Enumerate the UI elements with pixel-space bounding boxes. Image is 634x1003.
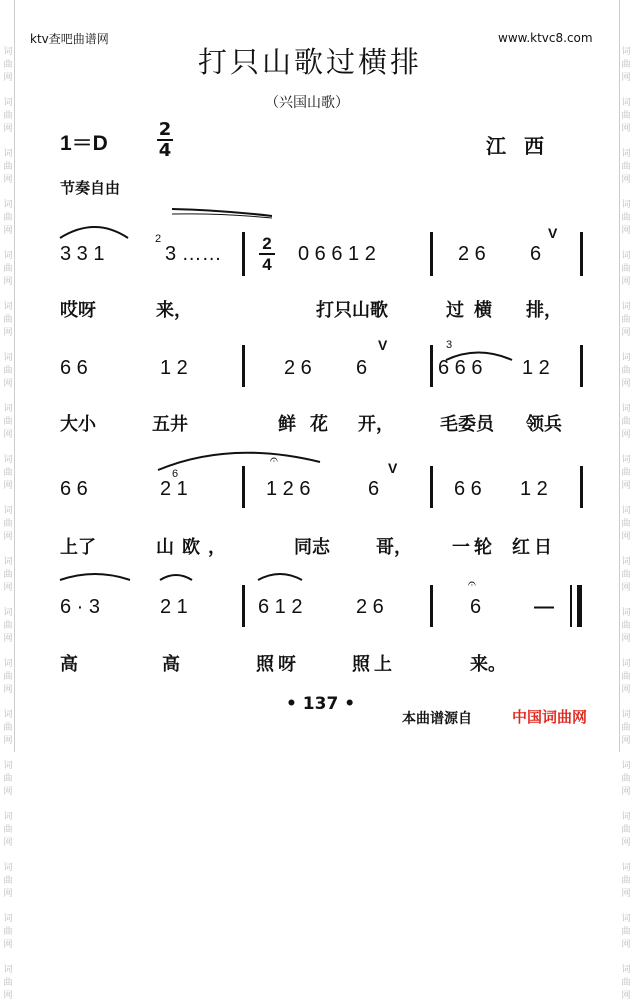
watermark-char: 曲: [3, 162, 13, 172]
watermark-char: 词: [621, 98, 631, 108]
final-barline-thick: [577, 585, 582, 627]
watermark-char: 曲: [3, 621, 13, 631]
lyric: 来，: [156, 300, 192, 321]
measure-notes: 1 2: [160, 357, 188, 379]
watermark-char: 词: [621, 659, 631, 669]
barline: [242, 466, 245, 508]
lyric: 红日: [512, 537, 556, 558]
watermark-char: 网: [621, 940, 631, 950]
watermark-char: 曲: [3, 774, 13, 784]
watermark-char: 网: [621, 328, 631, 338]
slur: [258, 574, 302, 580]
watermark-char: 曲: [621, 162, 631, 172]
watermark-char: 曲: [3, 723, 13, 733]
measure-notes: 3 3 1: [60, 243, 105, 265]
watermark-group: [620, 862, 632, 901]
breath-mark: V: [388, 460, 398, 476]
watermark-char: 网: [621, 430, 631, 440]
grace-note: 2: [155, 233, 162, 245]
source-credit: 本曲谱源自: [402, 711, 472, 727]
watermark-char: 词: [621, 557, 631, 567]
watermark-char: 曲: [621, 111, 631, 121]
watermark-char: 词: [3, 608, 13, 618]
time-sig-bottom: 4: [262, 255, 272, 274]
lyric: 哥，: [376, 537, 412, 558]
measure-notes: 6 6: [60, 357, 88, 379]
watermark-char: 网: [3, 634, 13, 644]
watermark-char: 网: [621, 379, 631, 389]
watermark-char: 词: [621, 302, 631, 312]
watermark-char: 词: [621, 761, 631, 771]
slur: [160, 575, 192, 580]
watermark-char: 网: [3, 532, 13, 542]
measure-notes: 6: [356, 357, 368, 379]
barline: [242, 585, 245, 627]
lyric: 排，: [526, 300, 562, 321]
watermark-char: 曲: [621, 621, 631, 631]
watermark-char: 网: [3, 379, 13, 389]
key-signature: 1＝D: [60, 132, 108, 155]
sustain-dash: —: [534, 596, 554, 618]
watermark-char: 网: [621, 787, 631, 797]
watermark-char: 网: [621, 991, 631, 1001]
measure-notes: 3 ……: [165, 243, 222, 265]
watermark-char: 曲: [621, 366, 631, 376]
slur: [158, 453, 320, 470]
inline-time-signature: [258, 235, 276, 273]
lyric: 大小: [60, 414, 96, 435]
measure-notes: 1 2: [520, 478, 548, 500]
watermark-group: [620, 913, 632, 952]
watermark-char: 曲: [621, 213, 631, 223]
lyric: 山欧，: [156, 537, 234, 558]
watermark-char: 曲: [621, 774, 631, 784]
watermark-char: 曲: [621, 315, 631, 325]
watermark-char: 词: [621, 506, 631, 516]
measure-notes: 6: [530, 243, 542, 265]
watermark-char: 网: [3, 124, 13, 134]
watermark-char: 词: [621, 251, 631, 261]
watermark-char: 网: [3, 685, 13, 695]
measure-notes: 6 1 2: [258, 596, 303, 618]
time-sig-top: 2: [262, 234, 272, 253]
final-barline-thin: [570, 585, 572, 627]
barline: [430, 232, 433, 276]
watermark-char: 网: [3, 175, 13, 185]
measure-notes: 6 6: [454, 478, 482, 500]
watermark-char: 词: [621, 455, 631, 465]
watermark-char: 曲: [621, 570, 631, 580]
lyric: 开，: [358, 414, 394, 435]
watermark-char: 曲: [621, 417, 631, 427]
watermark-char: 词: [621, 863, 631, 873]
watermark-char: 网: [621, 532, 631, 542]
watermark-char: 网: [3, 277, 13, 287]
grace-note: 6: [172, 468, 179, 480]
watermark-char: 网: [621, 73, 631, 83]
slur: [60, 574, 130, 580]
watermark-char: 曲: [621, 978, 631, 988]
watermark-char: 曲: [621, 927, 631, 937]
watermark-char: 曲: [3, 60, 13, 70]
measure-notes: 6 6 6: [438, 357, 483, 379]
lyric: 鲜花: [278, 414, 342, 435]
watermark-char: 词: [3, 965, 13, 975]
lyric: 照上: [352, 654, 396, 675]
fermata-icon: 𝄐: [270, 452, 278, 468]
watermark-group: [620, 760, 632, 799]
watermark-char: 曲: [621, 60, 631, 70]
barline: [580, 466, 583, 508]
watermark-char: 词: [3, 863, 13, 873]
watermark-char: 曲: [3, 570, 13, 580]
breath-mark: V: [548, 225, 558, 241]
barline: [580, 232, 583, 276]
watermark-char: 词: [3, 98, 13, 108]
watermark-char: 词: [621, 47, 631, 57]
watermark-char: 曲: [621, 825, 631, 835]
watermark-char: 词: [621, 812, 631, 822]
watermark-char: 网: [621, 124, 631, 134]
watermark-char: 网: [621, 889, 631, 899]
watermark-char: 曲: [3, 978, 13, 988]
watermark-char: 词: [621, 149, 631, 159]
watermark-char: 词: [621, 965, 631, 975]
watermark-char: 网: [3, 226, 13, 236]
watermark-char: 曲: [3, 825, 13, 835]
measure-notes: 0 6 6 1 2: [298, 243, 376, 265]
watermark-group: [2, 964, 14, 1003]
page-number: • 137 •: [286, 694, 356, 714]
watermark-char: 曲: [3, 876, 13, 886]
watermark-char: 词: [3, 710, 13, 720]
lyric: 一轮: [452, 537, 496, 558]
watermark-char: 曲: [3, 672, 13, 682]
breath-mark: V: [378, 337, 388, 353]
watermark-char: 曲: [3, 468, 13, 478]
watermark-char: 词: [3, 812, 13, 822]
watermark-char: 网: [621, 175, 631, 185]
watermark-char: 词: [3, 404, 13, 414]
measure-notes: 6 · 3: [60, 596, 101, 618]
lyric: 高: [162, 654, 180, 675]
barline: [430, 345, 433, 387]
barline: [430, 466, 433, 508]
watermark-char: 曲: [3, 366, 13, 376]
watermark-char: 词: [621, 710, 631, 720]
watermark-char: 词: [3, 149, 13, 159]
measure-notes: 6: [470, 596, 482, 618]
watermark-group: [620, 964, 632, 1003]
song-region: 江西: [486, 134, 562, 158]
source-site-link[interactable]: 中国词曲网: [512, 708, 588, 726]
watermark-char: 词: [621, 200, 631, 210]
measure-notes: 2 6: [284, 357, 312, 379]
tempo-marking: 节奏自由: [60, 179, 121, 197]
measure-notes: 6 6: [60, 478, 88, 500]
lyric: 过横: [446, 300, 502, 321]
watermark-char: 词: [3, 506, 13, 516]
watermark-char: 曲: [3, 927, 13, 937]
watermark-char: 词: [3, 47, 13, 57]
watermark-char: 网: [621, 277, 631, 287]
watermark-char: 网: [3, 583, 13, 593]
watermark-char: 网: [3, 736, 13, 746]
watermark-char: 网: [621, 226, 631, 236]
left-site-name: ktv查吧曲谱网: [30, 32, 109, 46]
watermark-char: 曲: [3, 417, 13, 427]
watermark-char: 网: [3, 328, 13, 338]
watermark-char: 网: [621, 736, 631, 746]
watermark-char: 词: [3, 455, 13, 465]
watermark-char: 网: [3, 430, 13, 440]
watermark-char: 曲: [621, 264, 631, 274]
triplet-mark: 3: [446, 339, 453, 351]
lyric: 毛委员: [440, 414, 494, 435]
barline: [430, 585, 433, 627]
watermark-char: 网: [3, 787, 13, 797]
watermark-char: 词: [3, 557, 13, 567]
watermark-char: 曲: [3, 111, 13, 121]
measure-notes: 2 1: [160, 596, 188, 618]
watermark-char: 曲: [3, 264, 13, 274]
watermark-char: 词: [621, 608, 631, 618]
watermark-char: 曲: [621, 876, 631, 886]
watermark-char: 词: [3, 251, 13, 261]
watermark-char: 词: [621, 404, 631, 414]
slur: [60, 227, 128, 238]
measure-notes: 1 2: [522, 357, 550, 379]
watermark-group: [2, 811, 14, 850]
time-sig-bottom: 4: [158, 140, 172, 161]
watermark-char: 曲: [621, 519, 631, 529]
watermark-char: 曲: [621, 672, 631, 682]
measure-notes: 1 2 6: [266, 478, 311, 500]
watermark-char: 词: [3, 200, 13, 210]
watermark-char: 词: [3, 302, 13, 312]
fermata-icon: 𝄐: [468, 576, 476, 592]
song-title: 打只山歌过横排: [198, 45, 423, 79]
measure-notes: 2 6: [356, 596, 384, 618]
watermark-group: [2, 862, 14, 901]
barline: [580, 345, 583, 387]
barline: [242, 345, 245, 387]
watermark-char: 曲: [621, 723, 631, 733]
lyric: 哎呀: [60, 300, 96, 321]
watermark-char: 网: [621, 685, 631, 695]
watermark-char: 词: [3, 914, 13, 924]
watermark-char: 网: [3, 889, 13, 899]
watermark-char: 曲: [621, 468, 631, 478]
song-subtitle: （兴国山歌）: [265, 95, 349, 111]
measure-notes: 2 1: [160, 478, 188, 500]
watermark-char: 网: [3, 940, 13, 950]
watermark-char: 网: [621, 838, 631, 848]
watermark-group: [2, 913, 14, 952]
watermark-char: 词: [3, 353, 13, 363]
lyric: 照呀: [256, 654, 300, 675]
lyric: 高: [60, 654, 78, 675]
watermark-char: 网: [621, 583, 631, 593]
watermark-char: 网: [621, 481, 631, 491]
watermark-char: 词: [621, 353, 631, 363]
watermark-char: 网: [621, 634, 631, 644]
watermark-char: 曲: [3, 315, 13, 325]
watermark-char: 网: [3, 838, 13, 848]
watermark-char: 词: [621, 914, 631, 924]
watermark-char: 词: [3, 659, 13, 669]
watermark-char: 网: [3, 73, 13, 83]
lyric: 打只山歌: [316, 300, 388, 321]
watermark-group: [620, 811, 632, 850]
lyric: 领兵: [526, 414, 562, 435]
lyric: 五井: [152, 414, 188, 435]
watermark-char: 词: [3, 761, 13, 771]
watermark-char: 网: [3, 481, 13, 491]
watermark-group: [2, 760, 14, 799]
measure-notes: 6: [368, 478, 380, 500]
watermark-char: 网: [3, 991, 13, 1001]
lyric: 同志: [294, 537, 330, 558]
watermark-char: 曲: [3, 519, 13, 529]
watermark-char: 曲: [3, 213, 13, 223]
time-sig-top: 2: [158, 119, 172, 140]
right-site-url: www.ktvc8.com: [498, 31, 593, 45]
lyric: 上了: [60, 537, 96, 558]
lyric: 来。: [470, 654, 506, 675]
barline: [242, 232, 245, 276]
measure-notes: 2 6: [458, 243, 486, 265]
